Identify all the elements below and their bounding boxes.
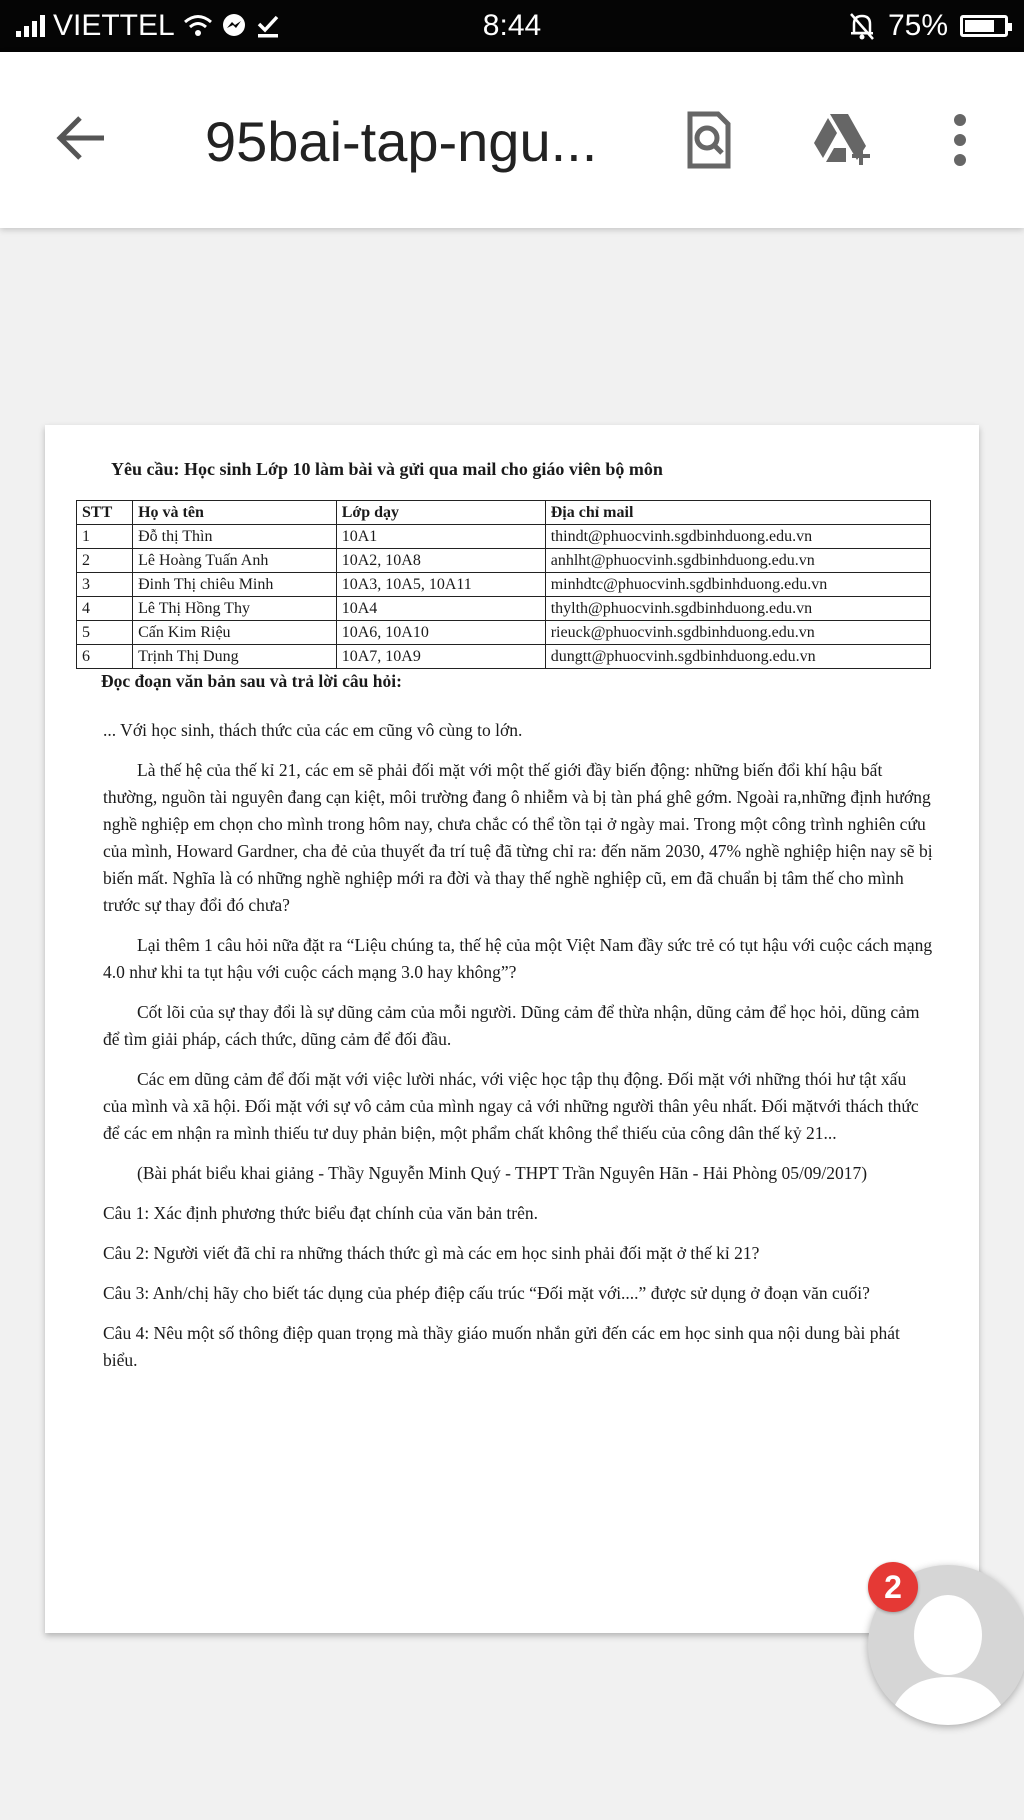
paragraph: Cốt lõi của sự thay đổi là sự dũng cảm của mỗi người. Dũng cảm để thừa nhận, dũng cảm để học hỏi, dũng cảm để tìm giải pháp, cách thức, dũng cảm để đối đầu. [103,1002,920,1049]
document-body [101,671,933,1387]
table-row [77,525,931,549]
cell-class: 10A6, 10A10 [336,621,545,645]
table-row [77,573,931,597]
cell-name: Trịnh Thị Dung [133,645,337,669]
cell-class: 10A4 [336,597,545,621]
question-1: Câu 1: Xác định phương thức biểu đạt chính của văn bản trên. [103,1203,538,1223]
cell-name: Cấn Kim Riệu [133,621,337,645]
table-header-row [77,501,931,525]
table-row [77,597,931,621]
cell-class: 10A7, 10A9 [336,645,545,669]
back-arrow-icon[interactable] [52,108,112,168]
cell-name: Đinh Thị chiêu Minh [133,573,337,597]
cell-mail: anhlht@phuocvinh.sgdbinhduong.edu.vn [545,549,930,573]
notification-badge: 2 [868,1562,918,1612]
cell-mail: rieuck@phuocvinh.sgdbinhduong.edu.vn [545,621,930,645]
search-document-icon[interactable] [676,108,740,172]
cell-stt: 5 [77,621,133,645]
cell-class: 10A1 [336,525,545,549]
document-page[interactable] [45,425,979,1633]
reading-instruction: Đọc đoạn văn bản sau và trả lời câu hỏi: [101,671,402,691]
table-row [77,621,931,645]
teacher-mail-table [76,500,931,669]
paragraph: Là thế hệ của thế kỉ 21, các em sẽ phải đối mặt với một thế giới đầy biến động: những biến đổi khí hậu bất thường, nguồn tài nguyên đang cạn kiệt, môi trường đang ô nhiễm và bị tàn phá ghê gớm. Ngoài ra,những định hướng nghề nghiệp em chọn cho mình trong hôm nay, chưa chắc có thể tồn tại ở ngày mai. Trong một công trình nghiên cứu của mình, Howard Gardner, cha đẻ của thuyết đa trí tuệ đã từng chỉ ra: đến năm 2030, 47% nghề nghiệp hiện nay sẽ bị biến mất. Nghĩa là có những nghề nghiệp mới ra đời và thay thế nghề nghiệp cũ, em đã chuẩn bị tâm thế cho mình trước sự thay đổi đó chưa? [103,760,933,915]
cell-stt: 6 [77,645,133,669]
cell-mail: dungtt@phuocvinh.sgdbinhduong.edu.vn [545,645,930,669]
cell-stt: 1 [77,525,133,549]
cell-name: Lê Hoàng Tuấn Anh [133,549,337,573]
cell-name: Đỗ thị Thìn [133,525,337,549]
cell-class: 10A3, 10A5, 10A11 [336,573,545,597]
assignment-heading: Yêu cầu: Học sinh Lớp 10 làm bài và gửi qua mail cho giáo viên bộ môn [111,459,663,479]
battery-level [965,20,994,32]
table-row [77,645,931,669]
paragraph: Các em dũng cảm để đối mặt với việc lười nhác, với việc học tập thụ động. Đối mặt với những thói hư tật xấu của mình và xã hội. Đối mặt với sự vô cảm của mình ngay cả với những người thân yêu nhất. Đối mặtvới thách thức để các em nhận ra mình thiếu tư duy phản biện, một phẩm chất không thể thiếu của công dân thế kỷ 21... [103,1069,919,1143]
header-class: Lớp dạy [336,501,545,525]
question-3: Câu 3: Anh/chị hãy cho biết tác dụng của phép điệp cấu trúc “Đối mặt với....” được sử dụng ở đoạn văn cuối? [103,1283,870,1303]
paragraph: Lại thêm 1 câu hỏi nữa đặt ra “Liệu chúng ta, thế hệ của một Việt Nam đầy sức trẻ có tụt hậu với cuộc cách mạng 4.0 như khi ta tụt hậu với cuộc cách mạng 3.0 hay không”? [103,935,933,982]
app-bar [0,52,1024,228]
status-right [848,8,1008,44]
question-2: Câu 2: Người viết đã chỉ ra những thách thức gì mà các em học sinh phải đối mặt ở thế kỉ 21? [103,1243,760,1263]
battery-percent: 75% [887,9,948,42]
cell-name: Lê Thị Hồng Thy [133,597,337,621]
source-citation: (Bài phát biểu khai giảng - Thầy Nguyễn Minh Quý - THPT Trần Nguyên Hãn - Hải Phòng 05/09/2017) [137,1163,868,1183]
cell-mail: thindt@phuocvinh.sgdbinhduong.edu.vn [545,525,930,549]
mute-icon [848,11,876,41]
cell-class: 10A2, 10A8 [336,549,545,573]
paragraph: ... Với học sinh, thách thức của các em cũng vô cùng to lớn. [103,720,523,740]
clock: 8:44 [482,9,542,42]
status-bar [0,0,1024,52]
header-mail: Địa chỉ mail [545,501,930,525]
cell-stt: 2 [77,549,133,573]
battery-icon [960,15,1008,37]
header-stt: STT [77,501,133,525]
document-title: 95bai-tap-ngu... [205,110,598,173]
header-name: Họ và tên [133,501,337,525]
cell-stt: 4 [77,597,133,621]
cell-stt: 3 [77,573,133,597]
add-to-drive-icon[interactable] [808,108,872,172]
carrier-name: VIETTEL [53,9,175,42]
cell-mail: minhdtc@phuocvinh.sgdbinhduong.edu.vn [545,573,930,597]
question-4: Câu 4: Nêu một số thông điệp quan trọng mà thầy giáo muốn nhắn gửi đến các em học sinh qua nội dung bài phát biểu. [103,1323,900,1370]
more-vert-icon[interactable] [928,108,992,172]
cell-mail: thylth@phuocvinh.sgdbinhduong.edu.vn [545,597,930,621]
table-row [77,549,931,573]
